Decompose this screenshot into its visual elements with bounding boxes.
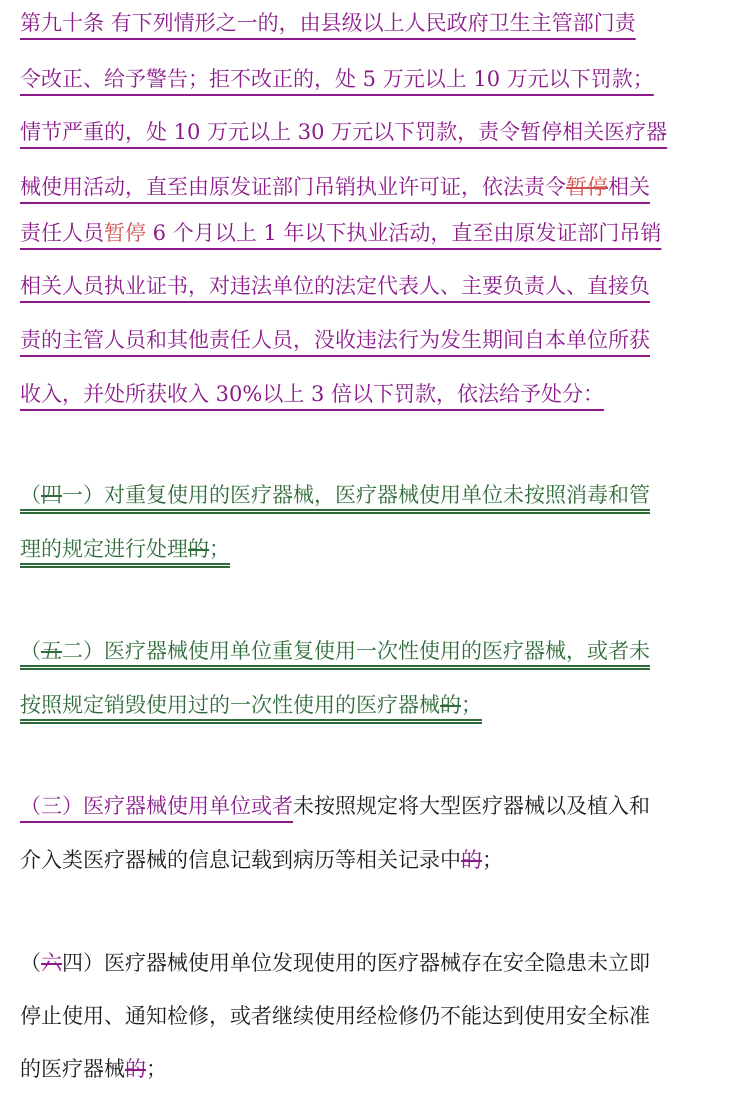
article-line-8: 收入，并处所获收入 30%以上 3 倍以下罚款，依法给予处分： <box>20 382 605 406</box>
article-line-4-text-a: 械使用活动，直至由原发证部门吊销执业许可证，依法责令 <box>20 175 566 199</box>
deleted-text: 的 <box>125 1057 146 1081</box>
article-line-2: 令改正、给予警告；拒不改正的，处 5 万元以上 10 万元以下罚款； <box>20 67 654 91</box>
item-4-line-3-text: 的医疗器械 <box>20 1057 125 1081</box>
item-2-open: （ <box>20 639 41 663</box>
deleted-text: 六 <box>41 951 62 975</box>
item-3-text-b: 未按照规定将大型医疗器械以及植入和 <box>293 794 650 818</box>
deleted-text: 的 <box>440 693 461 717</box>
item-4-line-1 <box>20 948 650 978</box>
item-1-text: 一）对重复使用的医疗器械，医疗器械使用单位未按照消毒和管 <box>62 483 650 507</box>
item-4-text: 四）医疗器械使用单位发现使用的医疗器械存在安全隐患未立即 <box>62 951 650 975</box>
item-2-line-1 <box>20 636 650 666</box>
deleted-text: 的 <box>188 537 209 561</box>
deleted-text: 四 <box>41 483 62 507</box>
item-2-text: 二）医疗器械使用单位重复使用一次性使用的医疗器械，或者未 <box>62 639 650 663</box>
item-1-open: （ <box>20 483 41 507</box>
article-line-3: 情节严重的，处 10 万元以上 30 万元以下罚款，责令暂停相关医疗器 <box>20 120 668 144</box>
deleted-text: 或者 <box>251 794 293 818</box>
item-2-line-2 <box>20 690 482 720</box>
article-line-4 <box>20 172 650 202</box>
item-4-open: （ <box>20 951 41 975</box>
item-3-line-2 <box>20 845 503 875</box>
article-line-5 <box>20 218 661 248</box>
item-2-line-2-text: 按照规定销毁使用过的一次性使用的医疗器械 <box>20 693 440 717</box>
item-1-line-2-end: ； <box>209 537 230 561</box>
item-3-text-a: （三）医疗器械使用单位 <box>20 794 251 818</box>
item-2-line-2-end: ； <box>461 693 482 717</box>
item-1-line-2-text: 理的规定进行处理 <box>20 537 188 561</box>
item-1-line-2 <box>20 534 230 564</box>
deleted-text: 暂停 <box>566 175 608 199</box>
item-3-line-1 <box>20 791 650 821</box>
item-4-line-3-end: ； <box>146 1057 167 1081</box>
item-3-line-2-text: 介入类医疗器械的信息记载到病历等相关记录中 <box>20 848 461 872</box>
deleted-text: 五 <box>41 639 62 663</box>
article-line-4-text-b: 相关 <box>608 175 650 199</box>
item-3-line-2-end: ； <box>482 848 503 872</box>
article-line-5-text-b: 6 个月以上 1 年以下执业活动，直至由原发证部门吊销 <box>146 221 662 245</box>
item-4-line-2: 停止使用、通知检修，或者继续使用经检修仍不能达到使用安全标准 <box>20 1004 650 1028</box>
item-1-line-1 <box>20 480 650 510</box>
inserted-text: 暂停 <box>104 221 146 245</box>
article-line-1: 第九十条 有下列情形之一的，由县级以上人民政府卫生主管部门责 <box>20 11 636 35</box>
item-4-line-3 <box>20 1054 167 1084</box>
article-line-6: 相关人员执业证书，对违法单位的法定代表人、主要负责人、直接负 <box>20 274 650 298</box>
article-line-7: 责的主管人员和其他责任人员，没收违法行为发生期间自本单位所获 <box>20 328 650 352</box>
article-line-5-text-a: 责任人员 <box>20 221 104 245</box>
deleted-text: 的 <box>461 848 482 872</box>
